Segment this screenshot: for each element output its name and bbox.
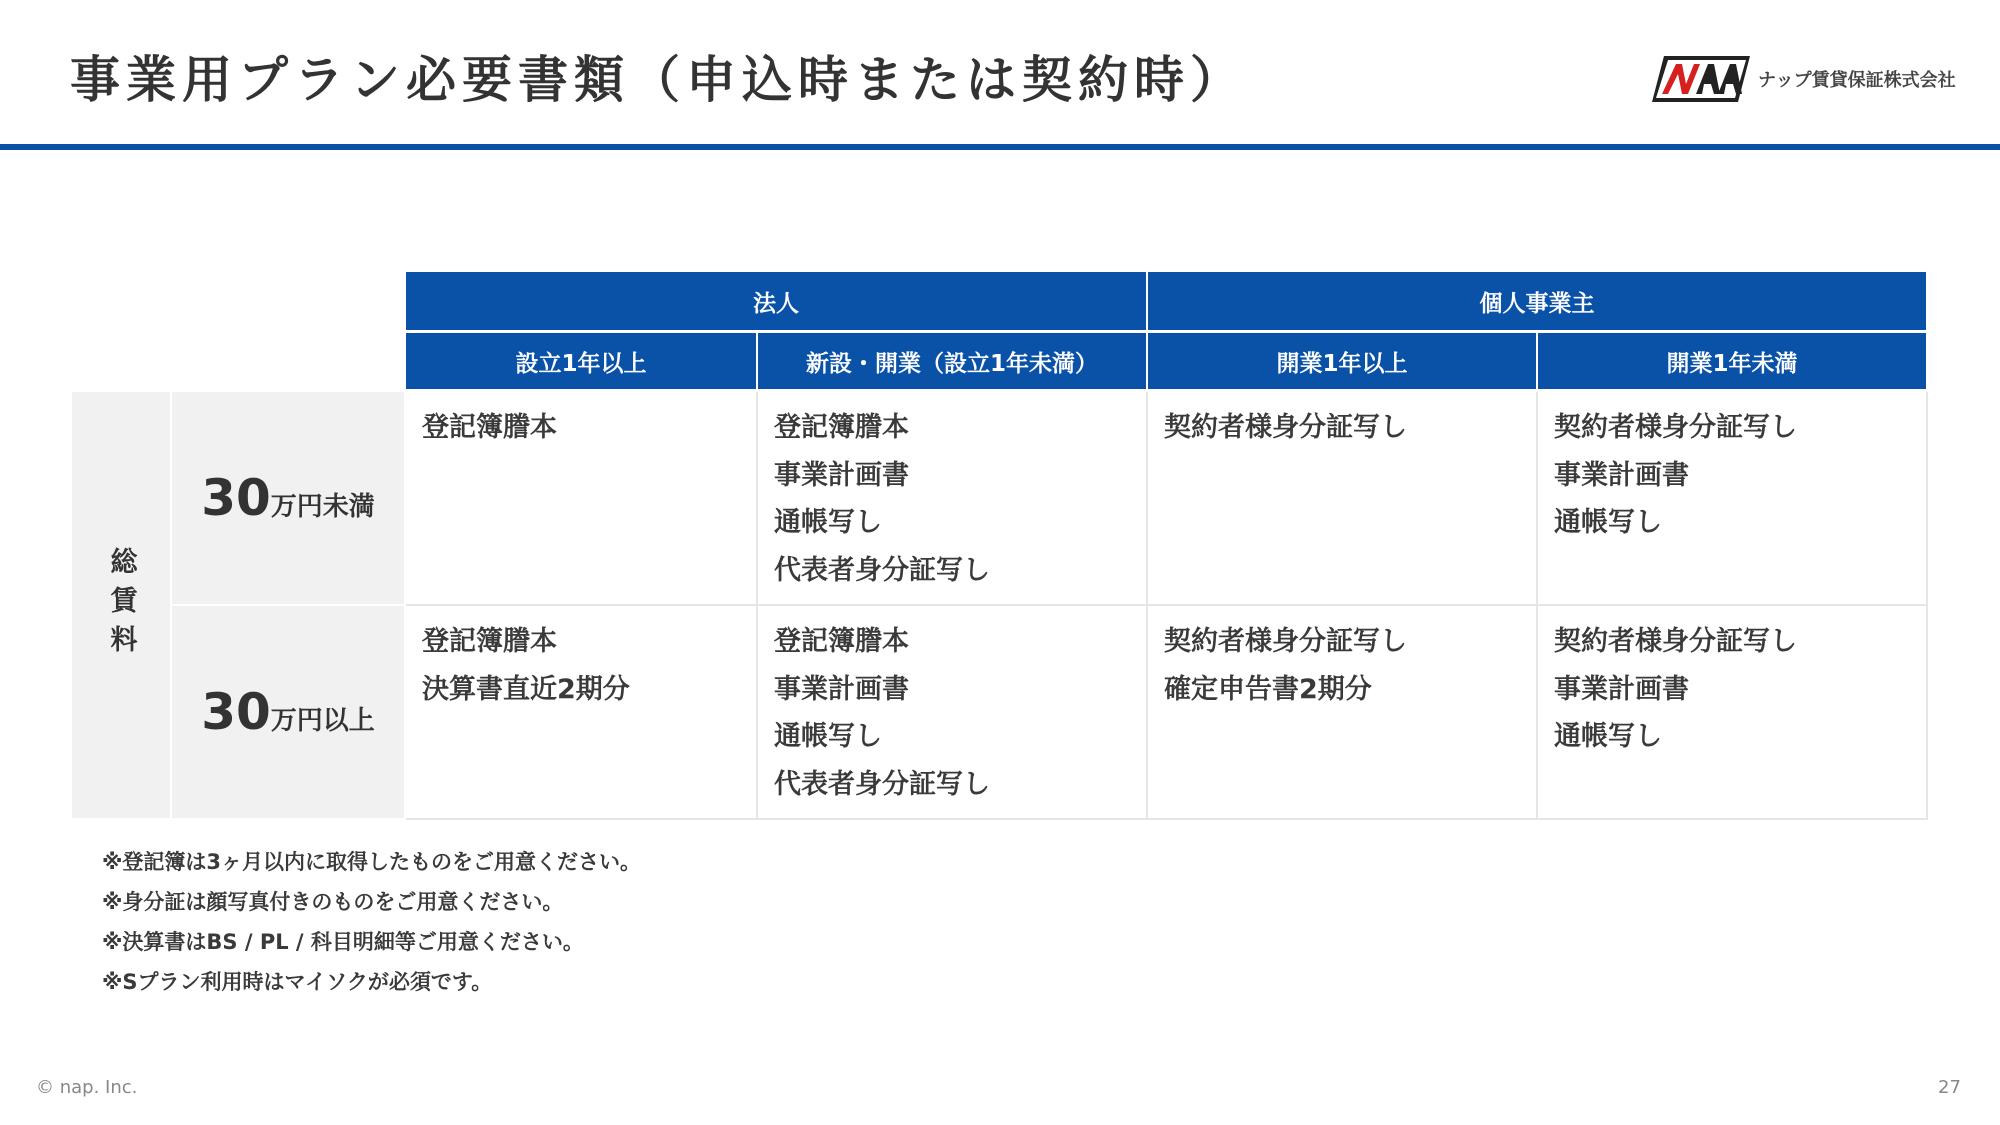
column-header-new-business: 新設・開業（設立1年未満） xyxy=(758,333,1146,389)
company-name: ナップ賃貸保証株式会社 xyxy=(1758,70,1956,91)
copyright: © nap. Inc. xyxy=(36,1077,138,1098)
table-cell: 契約者様身分証写し 事業計画書 通帳写し xyxy=(1538,392,1926,604)
column-header-established: 設立1年以上 xyxy=(406,333,756,389)
page-number: 27 xyxy=(1938,1077,1961,1098)
note-item: ※身分証は顔写真付きのものをご用意ください。 xyxy=(102,890,564,914)
group-header-sole-proprietor: 個人事業主 xyxy=(1148,272,1926,330)
table-divider xyxy=(1146,392,1148,820)
column-header-operating-1yr-plus: 開業1年以上 xyxy=(1148,333,1536,389)
table-cell: 登記簿謄本 決算書直近2期分 xyxy=(406,606,756,818)
header-divider xyxy=(0,144,2000,150)
notes-list xyxy=(102,842,641,1002)
row-group-header-total-rent xyxy=(72,392,170,818)
note-item: ※Sプラン利用時はマイソクが必須です。 xyxy=(102,970,493,994)
group-header-corporate: 法人 xyxy=(406,272,1146,330)
table-divider xyxy=(406,604,1928,606)
row-amount-label: 30万円以上 xyxy=(201,683,375,741)
nap-logo-icon xyxy=(1652,54,1750,104)
table-divider xyxy=(1536,392,1538,820)
table-divider xyxy=(1926,392,1928,820)
table-cell: 登記簿謄本 事業計画書 通帳写し 代表者身分証写し xyxy=(758,606,1146,818)
table-cell: 登記簿謄本 xyxy=(406,392,756,604)
table-cell: 契約者様身分証写し 事業計画書 通帳写し xyxy=(1538,606,1926,818)
table-cell: 契約者様身分証写し xyxy=(1148,392,1536,604)
row-group-label: 総賃料 xyxy=(105,546,137,664)
row-amount-label: 30万円未満 xyxy=(201,469,375,527)
column-header-operating-under-1yr: 開業1年未満 xyxy=(1538,333,1926,389)
page-title: 事業用プラン必要書類（申込時または契約時） xyxy=(70,51,1246,109)
table-divider xyxy=(756,392,758,820)
table-cell: 登記簿謄本 事業計画書 通帳写し 代表者身分証写し xyxy=(758,392,1146,604)
table-divider xyxy=(406,818,1928,820)
note-item: ※決算書はBS / PL / 科目明細等ご用意ください。 xyxy=(102,930,584,954)
row-header-under-300k xyxy=(172,392,404,604)
note-item: ※登記簿は3ヶ月以内に取得したものをご用意ください。 xyxy=(102,850,642,874)
row-header-300k-or-more xyxy=(172,606,404,818)
table-cell: 契約者様身分証写し 確定申告書2期分 xyxy=(1148,606,1536,818)
